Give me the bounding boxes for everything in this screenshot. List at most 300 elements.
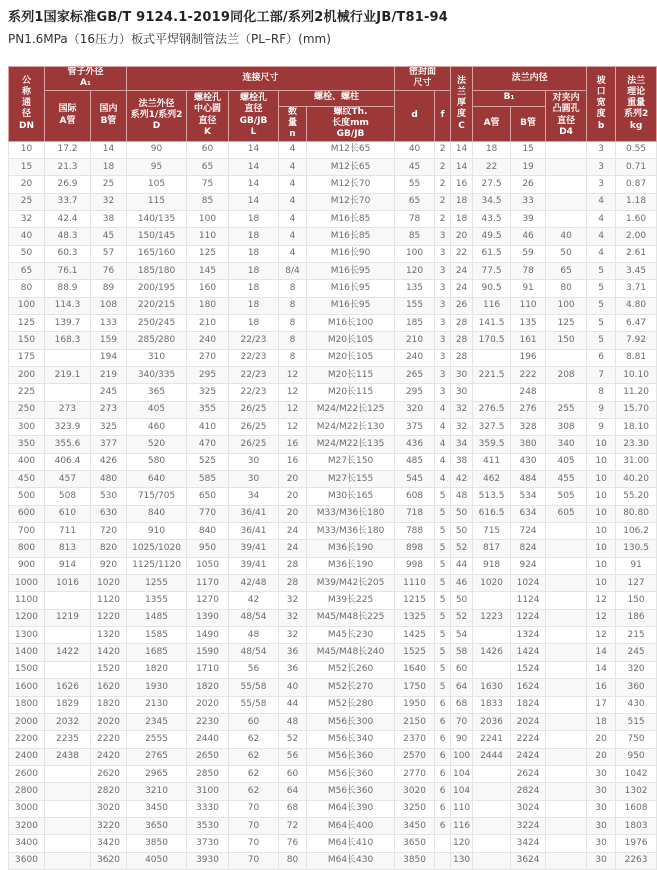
pipe-od-dom-b-cell: 1320 (91, 627, 127, 644)
flange-od-d-cell: 1820 (127, 661, 187, 678)
bore-b-cell: 1824 (511, 696, 546, 713)
dn-cell: 3200 (9, 817, 45, 834)
groove-b-cell: 4 (587, 245, 616, 262)
bolt-qty-n-cell: 20 (279, 505, 307, 522)
flange-od-d-cell: 1685 (127, 644, 187, 661)
bolt-circle-k-cell: 3730 (187, 835, 229, 852)
bolt-qty-n-cell: 80 (279, 852, 307, 869)
bolt-circle-k-cell: 65 (187, 158, 229, 175)
thickness-c-cell: 32 (451, 401, 473, 418)
table-row (9, 453, 657, 470)
col-group-connection: 连接尺寸 (127, 67, 395, 91)
bolt-circle-k-cell: 210 (187, 314, 229, 331)
bore-b-cell: 2624 (511, 765, 546, 782)
seal-f-cell: 3 (435, 280, 451, 297)
pipe-od-dom-b-cell: 159 (91, 332, 127, 349)
dn-cell: 1800 (9, 696, 45, 713)
table-header (9, 67, 657, 142)
pipe-od-intl-a-cell: 323.9 (45, 419, 91, 436)
seal-d-cell: 1110 (395, 575, 435, 592)
bolt-thread-length-cell: M16长85 (307, 228, 395, 245)
seal-d-cell: 898 (395, 540, 435, 557)
seal-f-cell: 2 (435, 158, 451, 175)
bolt-qty-n-cell: 68 (279, 800, 307, 817)
seal-d-cell: 210 (395, 332, 435, 349)
bolt-thread-length-cell: M64长430 (307, 852, 395, 869)
bore-b-cell: 1524 (511, 661, 546, 678)
thickness-c-cell: 50 (451, 592, 473, 609)
pipe-od-dom-b-cell: 2220 (91, 731, 127, 748)
bolt-thread-length-cell: M16长95 (307, 262, 395, 279)
pipe-od-dom-b-cell: 45 (91, 228, 127, 245)
bolt-qty-n-cell: 24 (279, 523, 307, 540)
pipe-od-dom-b-cell: 38 (91, 210, 127, 227)
bolt-hole-l-cell: 62 (229, 731, 279, 748)
flange-od-d-cell: 220/215 (127, 297, 187, 314)
pipe-od-intl-a-cell: 42.4 (45, 210, 91, 227)
weight-kg-cell: 186 (616, 609, 657, 626)
bore-b-cell: 1024 (511, 575, 546, 592)
bore-a-cell (473, 800, 511, 817)
pipe-od-dom-b-cell: 32 (91, 193, 127, 210)
d4-cell (546, 158, 587, 175)
pipe-od-intl-a-cell: 48.3 (45, 228, 91, 245)
bore-a-cell (473, 349, 511, 366)
bolt-circle-k-cell: 2440 (187, 731, 229, 748)
dn-cell: 65 (9, 262, 45, 279)
dn-cell: 50 (9, 245, 45, 262)
d4-cell (546, 679, 587, 696)
seal-d-cell: 3850 (395, 852, 435, 869)
bolt-hole-l-cell: 18 (229, 297, 279, 314)
bore-b-cell: 78 (511, 262, 546, 279)
bore-b-cell: 33 (511, 193, 546, 210)
bolt-circle-k-cell: 3100 (187, 783, 229, 800)
groove-b-cell: 30 (587, 800, 616, 817)
d4-cell: 340 (546, 436, 587, 453)
pipe-od-intl-a-cell: 21.3 (45, 158, 91, 175)
dn-cell: 20 (9, 176, 45, 193)
dn-cell: 350 (9, 436, 45, 453)
bolt-circle-k-cell: 2230 (187, 713, 229, 730)
seal-f-cell: 3 (435, 297, 451, 314)
pipe-od-dom-b-cell: 89 (91, 280, 127, 297)
groove-b-cell: 10 (587, 471, 616, 488)
table-row (9, 419, 657, 436)
weight-kg-cell: 430 (616, 696, 657, 713)
bolt-circle-k-cell: 585 (187, 471, 229, 488)
seal-d-cell: 65 (395, 193, 435, 210)
weight-kg-cell: 4.80 (616, 297, 657, 314)
d4-cell (546, 575, 587, 592)
bore-b-cell: 59 (511, 245, 546, 262)
d4-cell (546, 783, 587, 800)
bore-a-cell: 276.5 (473, 401, 511, 418)
seal-f-cell: 3 (435, 314, 451, 331)
bolt-hole-l-cell: 22/23 (229, 349, 279, 366)
weight-kg-cell: 0.55 (616, 141, 657, 158)
dn-cell: 2800 (9, 783, 45, 800)
pipe-od-intl-a-cell: 610 (45, 505, 91, 522)
bolt-qty-n-cell: 36 (279, 644, 307, 661)
flange-od-d-cell: 910 (127, 523, 187, 540)
flange-od-d-cell: 90 (127, 141, 187, 158)
thickness-c-cell: 120 (451, 835, 473, 852)
flange-od-d-cell: 460 (127, 419, 187, 436)
bore-a-cell: 1020 (473, 575, 511, 592)
pipe-od-intl-a-cell: 273 (45, 401, 91, 418)
thickness-c-cell: 30 (451, 366, 473, 383)
bolt-circle-k-cell: 3930 (187, 852, 229, 869)
seal-f-cell: 5 (435, 661, 451, 678)
bore-a-cell: 170.5 (473, 332, 511, 349)
thickness-c-cell: 14 (451, 158, 473, 175)
groove-b-cell: 14 (587, 661, 616, 678)
bore-a-cell: 141.5 (473, 314, 511, 331)
d4-cell (546, 765, 587, 782)
bolt-hole-l-cell: 36/41 (229, 505, 279, 522)
table-row (9, 245, 657, 262)
pipe-od-intl-a-cell: 406.4 (45, 453, 91, 470)
bore-b-cell: 2024 (511, 713, 546, 730)
bolt-circle-k-cell: 180 (187, 297, 229, 314)
bolt-hole-l-cell: 18 (229, 245, 279, 262)
weight-kg-cell: 1.18 (616, 193, 657, 210)
pipe-od-dom-b-cell: 2620 (91, 765, 127, 782)
table-row (9, 696, 657, 713)
col-header-flange-od-d: 法兰外径 系列1/系列2 D (127, 90, 187, 141)
col-header-seal-f: f (435, 90, 451, 141)
thickness-c-cell: 20 (451, 228, 473, 245)
seal-d-cell: 55 (395, 176, 435, 193)
flange-od-d-cell: 200/195 (127, 280, 187, 297)
thickness-c-cell: 30 (451, 384, 473, 401)
bore-a-cell (473, 592, 511, 609)
bolt-hole-l-cell: 30 (229, 471, 279, 488)
bolt-hole-l-cell: 62 (229, 765, 279, 782)
groove-b-cell: 30 (587, 765, 616, 782)
bore-a-cell: 43.5 (473, 210, 511, 227)
weight-kg-cell: 6.47 (616, 314, 657, 331)
pipe-od-dom-b-cell: 3420 (91, 835, 127, 852)
thickness-c-cell: 34 (451, 436, 473, 453)
bolt-circle-k-cell: 1820 (187, 679, 229, 696)
dn-cell: 1400 (9, 644, 45, 661)
bolt-circle-k-cell: 240 (187, 332, 229, 349)
bore-a-cell: 462 (473, 471, 511, 488)
weight-kg-cell: 1.60 (616, 210, 657, 227)
pipe-od-intl-a-cell: 457 (45, 471, 91, 488)
col-header-dom-b: 国内 B管 (91, 90, 127, 141)
pipe-od-intl-a-cell (45, 817, 91, 834)
bolt-circle-k-cell: 950 (187, 540, 229, 557)
weight-kg-cell: 91 (616, 557, 657, 574)
bolt-thread-length-cell: M39长225 (307, 592, 395, 609)
weight-kg-cell: 11.20 (616, 384, 657, 401)
bolt-circle-k-cell: 100 (187, 210, 229, 227)
thickness-c-cell: 58 (451, 644, 473, 661)
weight-kg-cell: 360 (616, 679, 657, 696)
bore-b-cell: 380 (511, 436, 546, 453)
bolt-hole-l-cell: 70 (229, 817, 279, 834)
pipe-od-intl-a-cell (45, 349, 91, 366)
bolt-qty-n-cell: 4 (279, 245, 307, 262)
bolt-thread-length-cell: M24/M22长125 (307, 401, 395, 418)
bore-a-cell: 918 (473, 557, 511, 574)
weight-kg-cell: 18.10 (616, 419, 657, 436)
seal-f-cell: 5 (435, 505, 451, 522)
seal-d-cell: 155 (395, 297, 435, 314)
d4-cell: 125 (546, 314, 587, 331)
bolt-hole-l-cell: 62 (229, 748, 279, 765)
table-row (9, 332, 657, 349)
seal-f-cell: 6 (435, 713, 451, 730)
thickness-c-cell: 52 (451, 540, 473, 557)
seal-f-cell: 5 (435, 488, 451, 505)
bolt-circle-k-cell: 3530 (187, 817, 229, 834)
d4-cell (546, 696, 587, 713)
flange-od-d-cell: 640 (127, 471, 187, 488)
seal-d-cell: 1325 (395, 609, 435, 626)
bolt-thread-length-cell: M12长70 (307, 176, 395, 193)
bore-a-cell (473, 783, 511, 800)
bore-b-cell: 196 (511, 349, 546, 366)
pipe-od-dom-b-cell: 1820 (91, 696, 127, 713)
groove-b-cell: 16 (587, 679, 616, 696)
table-row (9, 488, 657, 505)
bolt-qty-n-cell: 28 (279, 575, 307, 592)
bolt-hole-l-cell: 70 (229, 852, 279, 869)
d4-cell: 150 (546, 332, 587, 349)
pipe-od-intl-a-cell (45, 800, 91, 817)
bore-b-cell: 91 (511, 280, 546, 297)
seal-f-cell: 5 (435, 575, 451, 592)
table-row (9, 297, 657, 314)
seal-d-cell: 40 (395, 141, 435, 158)
flange-od-d-cell: 250/245 (127, 314, 187, 331)
bore-a-cell (473, 661, 511, 678)
flange-od-d-cell: 2345 (127, 713, 187, 730)
dn-cell: 600 (9, 505, 45, 522)
weight-kg-cell: 31.00 (616, 453, 657, 470)
thickness-c-cell: 38 (451, 453, 473, 470)
bolt-thread-length-cell: M12长65 (307, 158, 395, 175)
thickness-c-cell: 32 (451, 419, 473, 436)
thickness-c-cell: 104 (451, 783, 473, 800)
seal-d-cell: 2150 (395, 713, 435, 730)
flange-od-d-cell: 3450 (127, 800, 187, 817)
bolt-circle-k-cell: 2650 (187, 748, 229, 765)
bolt-qty-n-cell: 8 (279, 280, 307, 297)
pipe-od-intl-a-cell: 17.2 (45, 141, 91, 158)
groove-b-cell: 9 (587, 401, 616, 418)
bore-a-cell: 2036 (473, 713, 511, 730)
col-header-weight-kg: 法兰 理论 重量 系列2 kg (616, 67, 657, 142)
bolt-qty-n-cell: 8 (279, 297, 307, 314)
bore-b-cell: 276 (511, 401, 546, 418)
groove-b-cell: 18 (587, 713, 616, 730)
pipe-od-dom-b-cell: 426 (91, 453, 127, 470)
d4-cell: 255 (546, 401, 587, 418)
col-header-groove-b: 坡 口 宽 度 b (587, 67, 616, 142)
weight-kg-cell: 3.45 (616, 262, 657, 279)
table-row (9, 228, 657, 245)
bolt-circle-k-cell: 1390 (187, 609, 229, 626)
bolt-thread-length-cell: M56长300 (307, 713, 395, 730)
bore-a-cell: 1426 (473, 644, 511, 661)
seal-d-cell: 608 (395, 488, 435, 505)
flange-od-d-cell: 1125/1120 (127, 557, 187, 574)
thickness-c-cell: 90 (451, 731, 473, 748)
weight-kg-cell: 2.61 (616, 245, 657, 262)
pipe-od-intl-a-cell: 914 (45, 557, 91, 574)
bolt-thread-length-cell: M64长410 (307, 835, 395, 852)
d4-cell: 308 (546, 419, 587, 436)
bore-b-cell: 2224 (511, 731, 546, 748)
seal-f-cell: 5 (435, 609, 451, 626)
bolt-hole-l-cell: 56 (229, 661, 279, 678)
dn-cell: 200 (9, 366, 45, 383)
bolt-circle-k-cell: 145 (187, 262, 229, 279)
bore-a-cell (473, 835, 511, 852)
pipe-od-intl-a-cell: 711 (45, 523, 91, 540)
weight-kg-cell: 1976 (616, 835, 657, 852)
pipe-od-intl-a-cell: 88.9 (45, 280, 91, 297)
bolt-qty-n-cell: 36 (279, 661, 307, 678)
bore-b-cell: 26 (511, 176, 546, 193)
bore-a-cell: 27.5 (473, 176, 511, 193)
pipe-od-intl-a-cell: 508 (45, 488, 91, 505)
dn-cell: 3000 (9, 800, 45, 817)
d4-cell (546, 731, 587, 748)
seal-d-cell: 78 (395, 210, 435, 227)
weight-kg-cell: 8.81 (616, 349, 657, 366)
table-row (9, 349, 657, 366)
bolt-thread-length-cell: M20长115 (307, 366, 395, 383)
d4-cell (546, 748, 587, 765)
col-header-bolt-hole-l: 螺栓孔 直径 GB/JB L (229, 90, 279, 141)
bolt-thread-length-cell: M20长105 (307, 332, 395, 349)
bolt-qty-n-cell: 8/4 (279, 262, 307, 279)
thickness-c-cell: 52 (451, 609, 473, 626)
dn-cell: 1100 (9, 592, 45, 609)
pipe-od-dom-b-cell: 480 (91, 471, 127, 488)
bore-a-cell: 49.5 (473, 228, 511, 245)
bolt-thread-length-cell: M56长360 (307, 783, 395, 800)
bolt-circle-k-cell: 85 (187, 193, 229, 210)
seal-f-cell: 6 (435, 817, 451, 834)
pipe-od-dom-b-cell: 25 (91, 176, 127, 193)
bolt-thread-length-cell: M16长85 (307, 210, 395, 227)
flange-od-d-cell: 105 (127, 176, 187, 193)
flange-od-d-cell: 1930 (127, 679, 187, 696)
bolt-qty-n-cell: 56 (279, 748, 307, 765)
bore-a-cell: 2241 (473, 731, 511, 748)
weight-kg-cell: 320 (616, 661, 657, 678)
flange-od-d-cell: 580 (127, 453, 187, 470)
bolt-thread-length-cell: M16长95 (307, 297, 395, 314)
seal-f-cell (435, 835, 451, 852)
dn-cell: 150 (9, 332, 45, 349)
groove-b-cell: 10 (587, 575, 616, 592)
bolt-qty-n-cell: 48 (279, 713, 307, 730)
flange-od-d-cell: 4050 (127, 852, 187, 869)
dn-cell: 25 (9, 193, 45, 210)
pipe-od-dom-b-cell: 1020 (91, 575, 127, 592)
col-header-bolt-thread: 螺纹Th. 长度mm GB/JB (307, 106, 395, 141)
groove-b-cell: 4 (587, 228, 616, 245)
bore-a-cell: 34.5 (473, 193, 511, 210)
dn-cell: 700 (9, 523, 45, 540)
bolt-hole-l-cell: 18 (229, 280, 279, 297)
table-row (9, 644, 657, 661)
thickness-c-cell: 64 (451, 679, 473, 696)
bolt-hole-l-cell: 42/48 (229, 575, 279, 592)
bore-a-cell: 359.5 (473, 436, 511, 453)
bolt-qty-n-cell: 20 (279, 471, 307, 488)
seal-d-cell: 185 (395, 314, 435, 331)
col-group-bolts: 螺栓、螺柱 (279, 90, 395, 106)
seal-d-cell: 265 (395, 366, 435, 383)
bore-a-cell (473, 627, 511, 644)
bolt-qty-n-cell: 4 (279, 210, 307, 227)
pipe-od-intl-a-cell: 2438 (45, 748, 91, 765)
dn-cell: 2400 (9, 748, 45, 765)
bolt-qty-n-cell: 52 (279, 731, 307, 748)
seal-f-cell: 2 (435, 176, 451, 193)
table-row (9, 765, 657, 782)
bore-b-cell: 15 (511, 141, 546, 158)
col-group-pipe-od: 管子外径 A₁ (45, 67, 127, 91)
seal-f-cell: 3 (435, 349, 451, 366)
seal-f-cell: 5 (435, 644, 451, 661)
seal-f-cell: 2 (435, 210, 451, 227)
pipe-od-intl-a-cell: 355.6 (45, 436, 91, 453)
table-row (9, 141, 657, 158)
d4-cell (546, 800, 587, 817)
bore-a-cell: 221.5 (473, 366, 511, 383)
bolt-qty-n-cell: 76 (279, 835, 307, 852)
bore-b-cell: 161 (511, 332, 546, 349)
thickness-c-cell: 28 (451, 332, 473, 349)
pipe-od-dom-b-cell: 3220 (91, 817, 127, 834)
dn-cell: 1000 (9, 575, 45, 592)
bolt-hole-l-cell: 18 (229, 314, 279, 331)
table-row (9, 176, 657, 193)
bolt-circle-k-cell: 270 (187, 349, 229, 366)
bore-b-cell: 1124 (511, 592, 546, 609)
bore-b-cell: 3224 (511, 817, 546, 834)
dn-cell: 1200 (9, 609, 45, 626)
bore-a-cell (473, 817, 511, 834)
groove-b-cell: 30 (587, 852, 616, 869)
dn-cell: 1500 (9, 661, 45, 678)
bolt-thread-length-cell: M45长230 (307, 627, 395, 644)
groove-b-cell: 12 (587, 609, 616, 626)
bolt-hole-l-cell: 48 (229, 627, 279, 644)
d4-cell (546, 627, 587, 644)
table-row (9, 314, 657, 331)
thickness-c-cell: 44 (451, 557, 473, 574)
thickness-c-cell: 110 (451, 800, 473, 817)
d4-cell (546, 835, 587, 852)
seal-d-cell: 1425 (395, 627, 435, 644)
bolt-qty-n-cell: 12 (279, 384, 307, 401)
seal-f-cell: 2 (435, 193, 451, 210)
table-row (9, 262, 657, 279)
d4-cell: 455 (546, 471, 587, 488)
seal-f-cell: 6 (435, 783, 451, 800)
